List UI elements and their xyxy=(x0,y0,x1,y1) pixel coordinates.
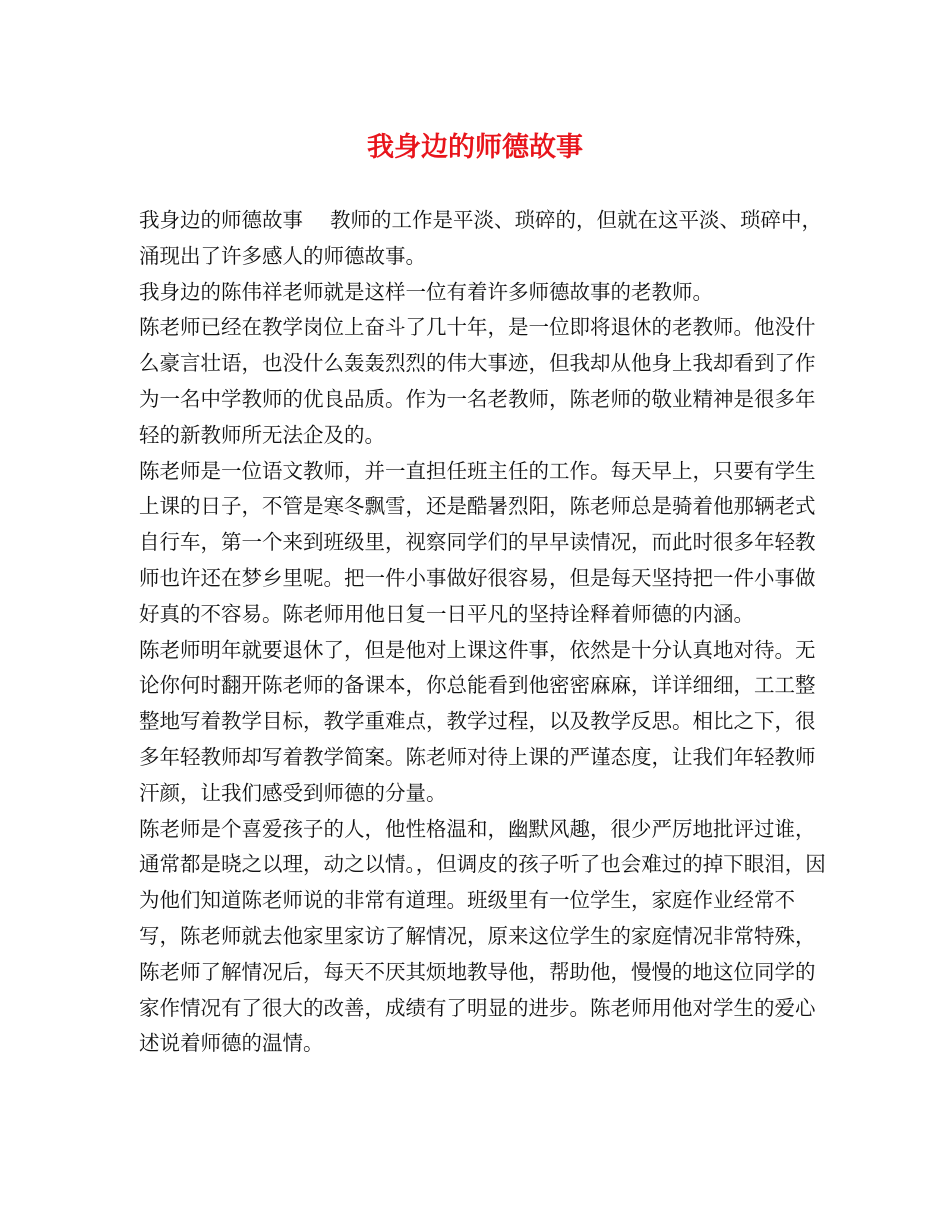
document-body xyxy=(139,203,829,1062)
document-title: 我身边的师德故事 xyxy=(367,132,583,163)
paragraph-lesson-preparation: 陈老师明年就要退休了，但是他对上课这件事，依然是十分认真地对待。无论你何时翻开陈老师的备课本，你总能看到他密密麻麻，详详细细，工工整整地写着教学目标，教学重难点，教学过程，以及教学反思。相比之下，很多年轻教师却写着教学简案。陈老师对待上课的严谨态度，让我们年轻教师汗颜，让我们感受到师德的分量。 xyxy=(139,637,816,805)
paragraph-teacher-introduction: 我身边的陈伟祥老师就是这样一位有着许多师德故事的老教师。 xyxy=(139,279,713,304)
paragraph-care-for-students: 陈老师是个喜爱孩子的人，他性格温和，幽默风趣，很少严厉地批评过谁，通常都是晓之以理，动之以情。，但调皮的孩子听了也会难过的掉下眼泪，因为他们知道陈老师说的非常有道理。班级里有一位学生，家庭作业经常不写，陈老师就去他家里家访了解情况，原来这位学生的家庭情况非常特殊，陈老师了解情况后，每天不厌其烦地教导他，帮助他，慢慢的地这位同学的家作情况有了很大的改善，成绩有了明显的进步。陈老师用他对学生的爱心述说着师德的温情。 xyxy=(139,816,826,1056)
paragraph-intro: 我身边的师德故事 教师的工作是平淡、琐碎的，但就在这平淡、琐碎中，涌现出了许多感人的师德故事。 xyxy=(139,208,823,268)
paragraph-dedication: 陈老师已经在教学岗位上奋斗了几十年，是一位即将退休的老教师。他没什么豪言壮语，也没什么轰轰烈烈的伟大事迹，但我却从他身上我却看到了作为一名中学教师的优良品质。作为一名老教师，陈老师的敬业精神是很多年轻的新教师所无法企及的。 xyxy=(139,315,816,447)
paragraph-daily-persistence: 陈老师是一位语文教师，并一直担任班主任的工作。每天早上，只要有学生上课的日子，不管是寒冬飘雪，还是酷暑烈阳，陈老师总是骑着他那辆老式自行车，第一个来到班级里，视察同学们的早早读情况，而此时很多年轻教师也许还在梦乡里呢。把一件小事做好很容易，但是每天坚持把一件小事做好真的不容易。陈老师用他日复一日平凡的坚持诠释着师德的内涵。 xyxy=(139,458,816,626)
